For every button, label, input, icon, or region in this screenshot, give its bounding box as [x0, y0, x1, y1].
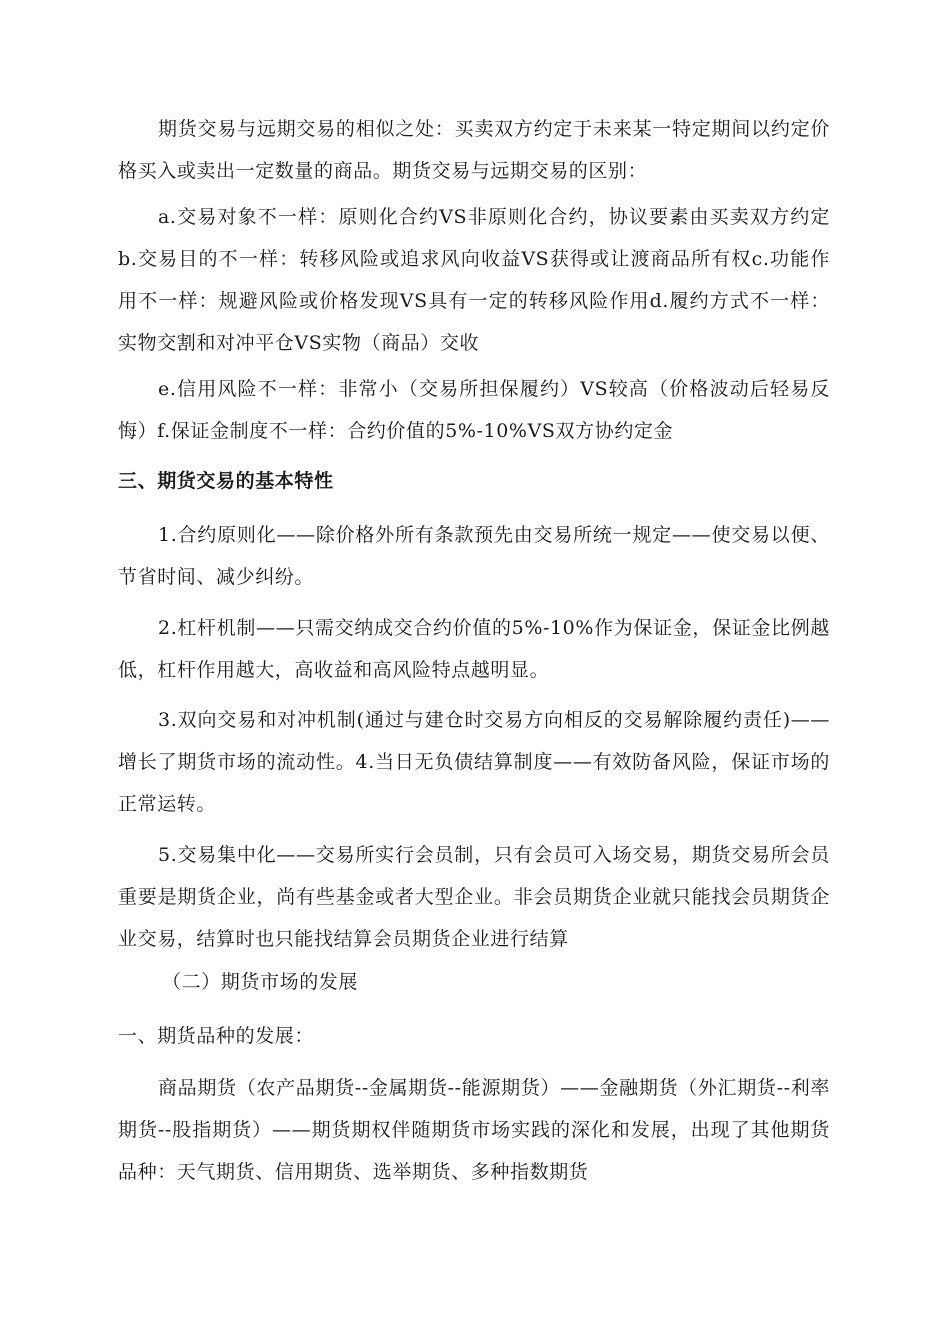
- paragraph-product-evolution: 商品期货（农产品期货--金属期货--能源期货）——金融期货（外汇期货--利率期货--股指期货）——期货期权伴随期货市场实践的深化和发展，出现了其他期货品种：天气期货、信用期货、选举期货、多种指数期货: [118, 1077, 830, 1183]
- paragraph-feature-1-standardization: 1.合约原则化——除价格外所有条款预先由交易所统一规定——使交易以便、节省时间、减少纠纷。: [118, 524, 830, 588]
- section-heading-basic-features: 三、期货交易的基本特性: [118, 470, 334, 492]
- paragraph-feature-3-4-two-way-settlement: 3.双向交易和对冲机制(通过与建仓时交易方向相反的交易解除履约责任)——增长了期货市场的流动性。4.当日无负债结算制度——有效防备风险，保证市场的正常运转。: [118, 709, 830, 815]
- paragraph-feature-5-centralization: 5.交易集中化——交易所实行会员制，只有会员可入场交易，期货交易所会员重要是期货企业，尚有些基金或者大型企业。非会员期货企业就只能找会员期货企业交易，结算时也只能找结算会员期货企业进行结算: [118, 844, 830, 950]
- section-heading-product-development: 一、期货品种的发展：: [118, 1025, 315, 1047]
- paragraph-forward-vs-futures-similarity: 期货交易与远期交易的相似之处：买卖双方约定于未来某一特定期间以约定价格买入或卖出一定数量的商品。期货交易与远期交易的区别：: [118, 118, 830, 182]
- paragraph-differences-e-to-f: e.信用风险不一样：非常小（交易所担保履约）VS较高（价格波动后轻易反悔）f.保证金制度不一样：合约价值的5%-10%VS双方协约定金: [118, 378, 830, 442]
- section-heading-market-development: （二）期货市场的发展: [162, 971, 359, 993]
- paragraph-feature-2-leverage: 2.杠杆机制——只需交纳成交合约价值的5%-10%作为保证金，保证金比例越低，杠杆作用越大，高收益和高风险特点越明显。: [118, 617, 830, 681]
- paragraph-differences-a-to-d: a.交易对象不一样：原则化合约VS非原则化合约，协议要素由买卖双方约定b.交易目的不一样：转移风险或追求风向收益VS获得或让渡商品所有权c.功能作用不一样：规避风险或价格发现VS具有一定的转移风险作用d.履约方式不一样：实物交割和对冲平仓VS实物（商品）交收: [118, 206, 830, 354]
